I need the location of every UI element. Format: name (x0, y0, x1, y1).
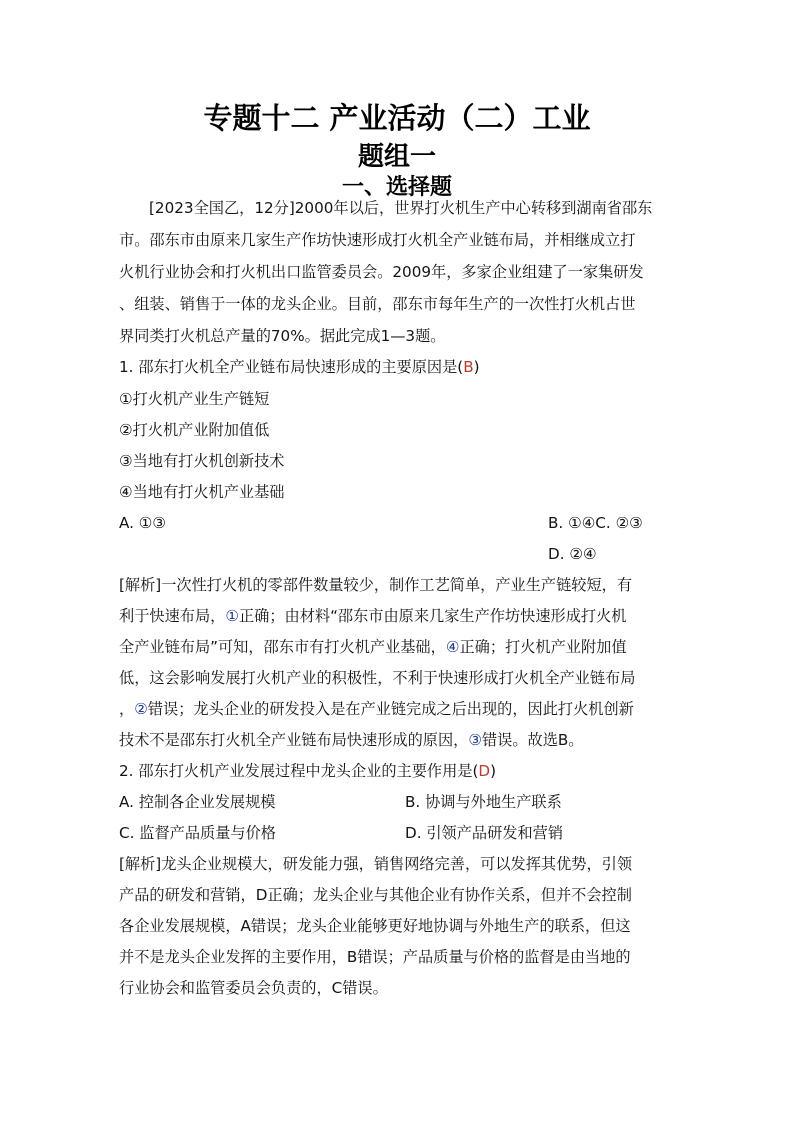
question-1-analysis-line: 低，这会影响发展打火机产业的积极性，不利于快速形成打火机全产业链布局 (119, 669, 636, 687)
passage-line: 、组装、销售于一体的龙头企业。目前，邵东市每年生产的一次性打火机占世 (119, 295, 636, 313)
question-2-option-b: B. 协调与外地生产联系 (405, 793, 562, 811)
passage-line: 市。邵东市由原来几家生产作坊快速形成打火机全产业链布局，并相继成立打 (119, 231, 636, 249)
question-2-option-d: D. 引领产品研发和营销 (405, 824, 564, 842)
section-heading: 一、选择题 (341, 174, 452, 200)
question-2-analysis-line: 并不是龙头企业发挥的主要作用，B错误；产品质量与价格的监督是由当地的 (119, 948, 631, 966)
question-1-option-a: A. ①③ (119, 514, 167, 532)
question-1-stem: 1. 邵东打火机全产业链布局快速形成的主要原因是(B) (119, 358, 480, 376)
question-2-option-c: C. 监督产品质量与价格 (119, 824, 276, 842)
question-2-analysis-line: 行业协会和监管委员会负责的，C错误。 (119, 979, 388, 997)
question-1-option-d: D. ②④ (548, 545, 597, 563)
question-1-item: ①打火机产业生产链短 (119, 390, 270, 408)
question-1-item: ②打火机产业附加值低 (119, 421, 270, 439)
question-1-answer: B (463, 358, 474, 376)
page-subtitle: 题组一 (357, 142, 436, 172)
question-2-answer: D (478, 762, 491, 780)
question-2-stem: 2. 邵东打火机产业发展过程中龙头企业的主要作用是(D) (119, 762, 497, 780)
passage-line: 界同类打火机总产量的70%。据此完成1—3题。 (119, 327, 446, 345)
page-title: 专题十二 产业活动（二）工业 (203, 101, 591, 135)
question-1-analysis-line: ，②错误；龙头企业的研发投入是在产业链完成之后出现的，因此打火机创新 (119, 700, 634, 718)
question-1-option-bc: B. ①④C. ②③ (548, 514, 643, 532)
question-2-option-a: A. 控制各企业发展规模 (119, 793, 276, 811)
question-1-analysis-line: 技术不是邵东打火机全产业链布局快速形成的原因，③错误。故选B。 (119, 731, 584, 749)
passage-line: 火机行业协会和打火机出口监管委员会。2009年，多家企业组建了一家集研发 (119, 263, 644, 281)
question-1-analysis-line: 全产业链布局”可知，邵东市有打火机产业基础，④正确；打火机产业附加值 (119, 638, 627, 656)
question-2-analysis-line: 产品的研发和营销，D正确；龙头企业与其他企业有协作关系，但并不会控制 (119, 886, 632, 904)
passage-line: [2023全国乙，12分]2000年以后，世界打火机生产中心转移到湖南省邵东 (149, 199, 653, 217)
question-1-item: ③当地有打火机创新技术 (119, 452, 285, 470)
question-1-analysis-line: [解析]一次性打火机的零部件数量较少，制作工艺简单，产业生产链较短，有 (119, 576, 633, 594)
question-2-analysis-line: 各企业发展规模，A错误；龙头企业能够更好地协调与外地生产的联系，但这 (119, 917, 631, 935)
question-1-item: ④当地有打火机产业基础 (119, 483, 285, 501)
question-1-analysis-line: 利于快速布局，①正确；由材料“邵东市由原来几家生产作坊快速形成打火机 (119, 607, 627, 625)
question-2-analysis-line: [解析]龙头企业规模大，研发能力强，销售网络完善，可以发挥其优势，引领 (119, 855, 633, 873)
